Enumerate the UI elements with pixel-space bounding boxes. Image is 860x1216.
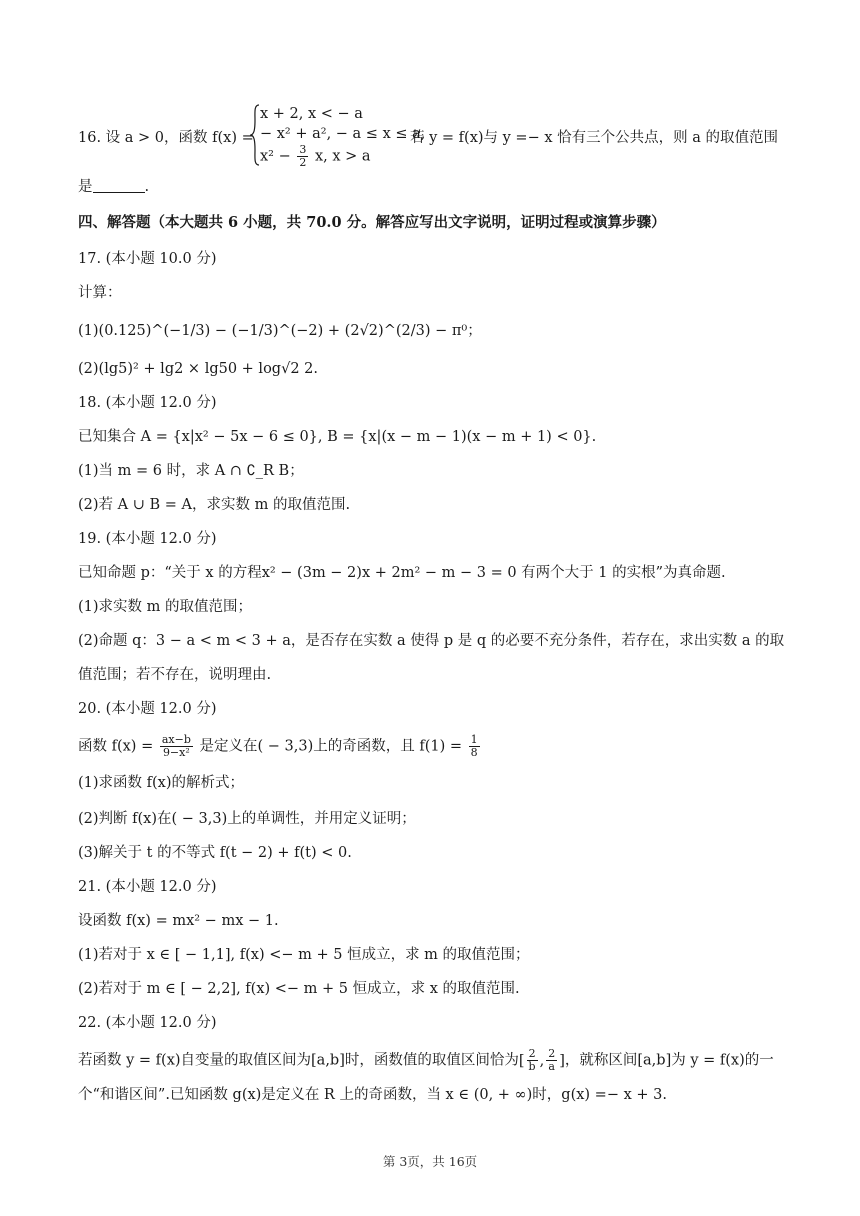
q21-part2: (2)若对于 m ∈ [ − 2,2], f(x) <− m + 5 恒成立，求 x 的取值范围.: [78, 981, 520, 997]
q18-stem: 已知集合 A = {x|x² − 5x − 6 ≤ 0}, B = {x|(x − m − 1)(x − m + 1) < 0}.: [78, 429, 597, 445]
q17-intro: 计算：: [78, 285, 122, 301]
q19-part1: (1)求实数 m 的取值范围；: [78, 599, 253, 615]
page-footer: 第 3页，共 16页: [382, 1154, 478, 1169]
q21-stem: 设函数 f(x) = mx² − mx − 1.: [78, 913, 279, 929]
q16-tail: 若 y = f(x)与 y =− x 恰有三个公共点，则 a 的取值范围: [410, 130, 778, 146]
q22-interval: [ $\frac{2}{b}$ , $\frac{2}{a}$ ]: [518, 1047, 565, 1073]
q17-title: 17. (本小题 10.0 分): [78, 251, 217, 267]
q16-answer-line: 是 .: [78, 179, 150, 195]
q18-title: 18. (本小题 12.0 分): [78, 395, 217, 411]
q18-part2: (2)若 A ∪ B = A，求实数 m 的取值范围.: [78, 497, 351, 513]
answer-blank: [93, 178, 145, 193]
q16-cases: [260, 104, 425, 169]
q16-case-2: − x² + a², − a ≤ x ≤ a,: [260, 126, 426, 142]
q20-f1-fraction: $\frac{1}{8}$: [470, 733, 478, 759]
q19-stem: 已知命题 p：“关于 x 的方程x² − (3m − 2)x + 2m² − m − 3 = 0 有两个大于 1 的实根”为真命题.: [78, 565, 726, 581]
q17-part2: (2)(lg5)² + lg2 × lg50 + log√2 2.: [78, 361, 318, 377]
q22-title: 22. (本小题 12.0 分): [78, 1015, 217, 1031]
q19-part2b: 值范围；若不存在，说明理由.: [78, 667, 272, 683]
q22-stem-2: 个“和谐区间”.已知函数 g(x)是定义在 R 上的奇函数，当 x ∈ (0, + ∞)时，g(x) =− x + 3.: [78, 1087, 667, 1103]
section-header: 四、解答题（本大题共 6 小题，共 70.0 分。解答应写出文字说明，证明过程或演算步骤）: [78, 214, 666, 231]
q20-stem: 函数 f(x) = $\frac{ax-b}{\text{9−x²}}$ 是定义在( − 3,3)上的奇函数，且 f(1) = $\frac{1}{8}$: [78, 733, 478, 759]
q22-stem-1: 若函数 y = f(x)自变量的取值区间为[a,b]时，函数值的取值区间恰为[ $\frac{2}{b}$ , $\frac{2}{a}$ ]，就称区间[a,b]为 y = f(x)的一: [78, 1047, 774, 1073]
q17-part1: (1)(0.125)^(−1/3) − (−1/3)^(−2) + (2√2)^(2/3) − π⁰；: [78, 323, 482, 339]
q21-part1: (1)若对于 x ∈ [ − 1,1], f(x) <− m + 5 恒成立，求 m 的取值范围；: [78, 947, 530, 963]
q16-lead: 16. 设 a > 0，函数 f(x) =: [78, 130, 254, 146]
q18-part1: (1)当 m = 6 时，求 A ∩ ∁_R B；: [78, 463, 304, 479]
q16-fraction: $\frac{3}{2}$: [299, 143, 307, 169]
left-brace-icon: [250, 104, 260, 166]
q16-block: [78, 104, 784, 168]
q20-part2: (2)判断 f(x)在( − 3,3)上的单调性，并用定义证明；: [78, 811, 416, 827]
q19-title: 19. (本小题 12.0 分): [78, 531, 217, 547]
q21-title: 21. (本小题 12.0 分): [78, 879, 217, 895]
q20-fraction: $\frac{ax-b}{\text{9−x²}}$: [161, 733, 191, 759]
q20-title: 20. (本小题 12.0 分): [78, 701, 217, 717]
q20-part1: (1)求函数 f(x)的解析式；: [78, 775, 245, 791]
q19-part2a: (2)命题 q：3 − a < m < 3 + a，是否存在实数 a 使得 p 是 q 的必要不充分条件，若存在，求出实数 a 的取: [78, 633, 785, 649]
q20-part3: (3)解关于 t 的不等式 f(t − 2) + f(t) < 0.: [78, 845, 352, 861]
q16-case-3: x² − $\frac{3}{2}$ x, x > a: [260, 143, 371, 169]
q16-case-1: x + 2, x < − a: [260, 106, 363, 122]
